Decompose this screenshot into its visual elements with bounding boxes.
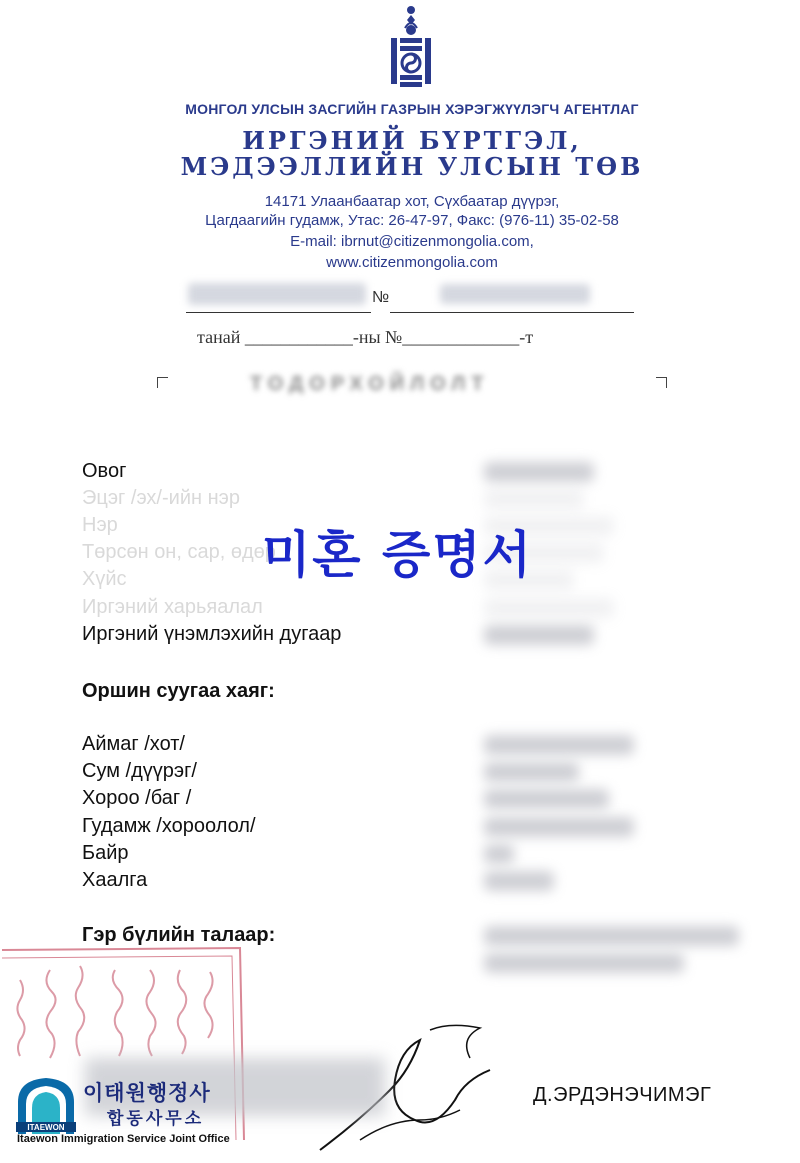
watermark-korean-line2: 합동사무소 xyxy=(107,1109,205,1128)
number-underline xyxy=(390,312,634,313)
bracket-left xyxy=(157,377,168,388)
number-symbol: № xyxy=(372,289,390,306)
address-field-label: Гудамж /хороолол/ xyxy=(82,815,256,837)
website: www.citizenmongolia.com xyxy=(326,254,498,271)
address-value-redacted xyxy=(484,871,554,891)
email-line: E-mail: ibrnut@citizenmongolia.com, xyxy=(290,233,534,250)
agency-name: МОНГОЛ УЛСЫН ЗАСГИЙН ГАЗРЫН ХЭРЭГЖҮҮЛЭГЧ АГЕНТЛАГ xyxy=(185,101,639,117)
field-label-parent-name: Эцэг /эх/-ийн нэр xyxy=(82,487,240,509)
overlay-title: 미혼 증명서 xyxy=(262,526,533,584)
family-heading: Гэр бүлийн талаар: xyxy=(82,924,276,946)
date-redacted xyxy=(188,283,366,305)
address-line1: 14171 Улаанбаатар хот, Сүхбаатар дүүрэг, xyxy=(264,193,560,210)
address-value-redacted xyxy=(484,789,609,809)
field-value-redacted xyxy=(484,598,614,618)
address-value-redacted xyxy=(484,762,579,782)
field-value-redacted xyxy=(484,625,594,645)
field-label-given-name: Нэр xyxy=(82,514,118,536)
center-title-line2: МЭДЭЭЛЛИЙН УЛСЫН ТӨВ xyxy=(180,152,644,181)
bracket-right xyxy=(656,377,667,388)
address-value-redacted xyxy=(484,817,634,837)
field-label-sex: Хүйс xyxy=(82,568,127,590)
field-label-birthdate: Төрсөн он, сар, өдөр xyxy=(82,541,276,563)
address-line2: Цагдаагийн гудамж, Утас: 26-47-97, Факс: (976-11) 35-02-58 xyxy=(205,212,619,229)
address-field-label: Хороо /баг / xyxy=(82,787,192,809)
document-title-redacted: ТОДОРХОЙЛОЛТ xyxy=(250,373,490,395)
address-field-label: Байр xyxy=(82,842,129,864)
center-title-line1: ИРГЭНИЙ БҮРТГЭЛ, xyxy=(242,126,582,155)
tanai-line: танай ____________-ны №_____________-т xyxy=(197,327,534,347)
family-value-redacted xyxy=(484,953,684,973)
date-underline xyxy=(186,312,371,313)
field-label-id-number: Иргэний үнэмлэхийн дугаар xyxy=(82,623,342,645)
number-redacted xyxy=(440,284,590,304)
svg-text:ITAEWON: ITAEWON xyxy=(27,1123,65,1132)
watermark-korean-line1: 이태원행정사 xyxy=(83,1082,211,1105)
itaewon-logo-icon xyxy=(14,1074,78,1138)
officer-name: Д.ЭРДЭНЭЧИМЭГ xyxy=(533,1084,712,1106)
field-value-redacted xyxy=(484,462,594,482)
address-field-label: Хаалга xyxy=(82,869,148,891)
address-value-redacted xyxy=(484,844,514,864)
watermark-english: Itaewon Immigration Service Joint Office xyxy=(17,1133,230,1145)
family-value-redacted xyxy=(484,926,739,946)
address-field-label: Аймаг /хот/ xyxy=(82,733,185,755)
field-label-citizenship: Иргэний харьяалал xyxy=(82,596,263,618)
soyombo-emblem-icon xyxy=(385,4,437,90)
field-value-redacted xyxy=(484,489,584,509)
field-label-surname: Овог xyxy=(82,460,127,482)
address-heading: Оршин суугаа хаяг: xyxy=(82,680,275,702)
address-field-label: Сум /дүүрэг/ xyxy=(82,760,197,782)
address-value-redacted xyxy=(484,735,634,755)
